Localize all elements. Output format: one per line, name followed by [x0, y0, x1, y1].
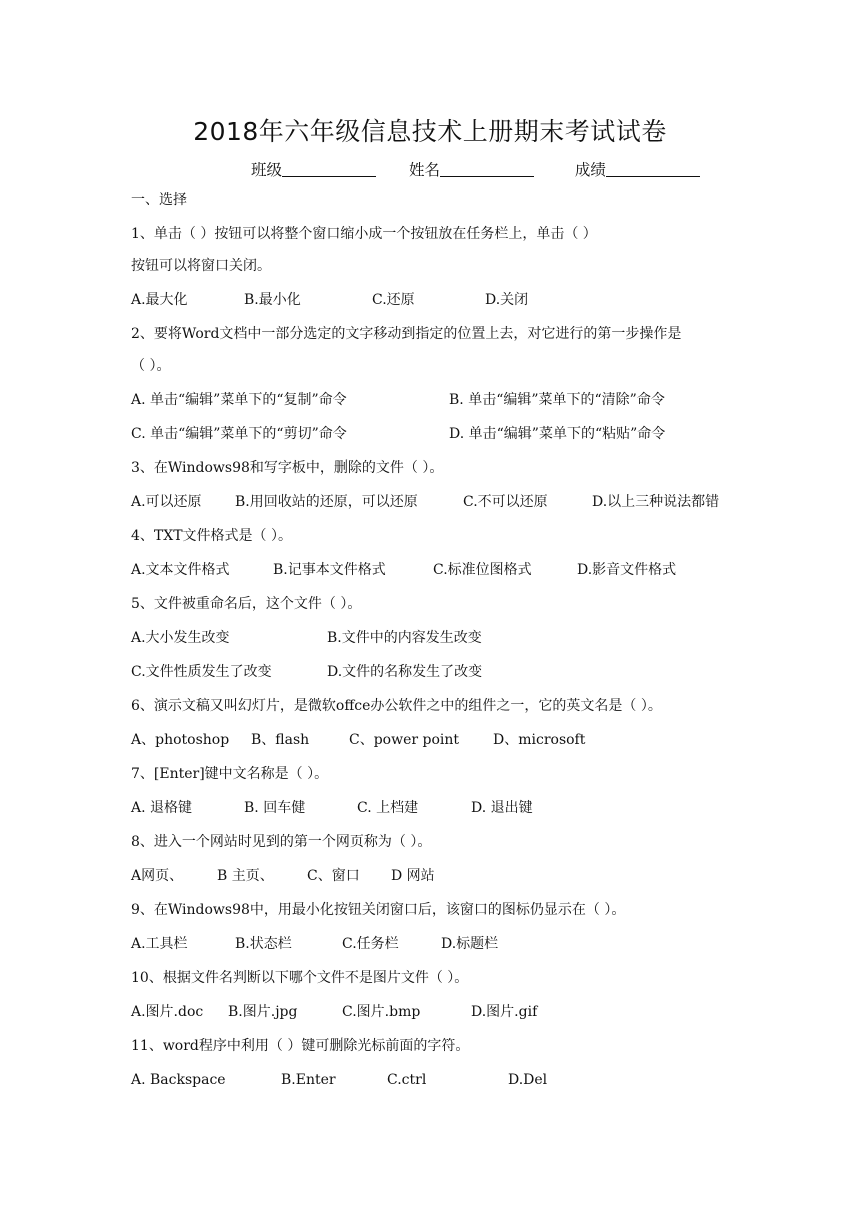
option-c[interactable]: C.还原	[372, 292, 415, 308]
option-a[interactable]: A. 退格键	[131, 800, 193, 816]
option-d[interactable]: D、microsoft	[493, 732, 586, 748]
option-b[interactable]: B.图片.jpg	[228, 1004, 298, 1020]
option-a[interactable]: A.大小发生改变	[131, 630, 230, 646]
question-2-options-cd	[131, 423, 731, 457]
class-field	[251, 158, 376, 180]
option-b[interactable]: B、flash	[251, 732, 310, 748]
option-a[interactable]: A. 单击“编辑”菜单下的“复制”命令	[131, 392, 347, 408]
option-d[interactable]: D.以上三种说法都错	[592, 494, 720, 510]
option-a[interactable]: A. Backspace	[131, 1072, 226, 1088]
option-b[interactable]: B.最小化	[244, 292, 301, 308]
question-7: 7、[Enter]键中文名称是（ ）。	[131, 766, 329, 782]
option-b[interactable]: B.文件中的内容发生改变	[327, 630, 482, 646]
score-blank	[606, 160, 700, 177]
option-d[interactable]: D.影音文件格式	[577, 562, 677, 578]
option-b[interactable]: B.用回收站的还原，可以还原	[235, 494, 418, 510]
question-2-options-ab	[131, 389, 731, 423]
option-d[interactable]: D.文件的名称发生了改变	[327, 664, 483, 680]
student-info	[251, 158, 700, 180]
question-4-options	[131, 559, 731, 593]
question-9-options	[131, 933, 731, 967]
question-3: 3、在Windows98和写字板中，删除的文件（ ）。	[131, 460, 444, 476]
option-a[interactable]: A网页、	[131, 868, 184, 884]
question-5-options-cd	[131, 661, 731, 695]
option-d[interactable]: D. 单击“编辑”菜单下的“粘贴”命令	[449, 426, 666, 442]
option-a[interactable]: A.图片.doc	[131, 1004, 204, 1020]
question-3-options	[131, 491, 731, 525]
question-5: 5、文件被重命名后，这个文件（ ）。	[131, 596, 362, 612]
option-a[interactable]: A.文本文件格式	[131, 562, 230, 578]
option-d[interactable]: D 网站	[391, 868, 435, 884]
question-list	[131, 189, 731, 1103]
option-c[interactable]: C.ctrl	[387, 1072, 427, 1088]
option-a[interactable]: A.最大化	[131, 292, 188, 308]
option-d[interactable]: D.标题栏	[441, 936, 499, 952]
option-a[interactable]: A.工具栏	[131, 936, 188, 952]
question-4: 4、TXT文件格式是（ ）。	[131, 528, 292, 544]
question-1-cont: 按钮可以将窗口关闭。	[131, 258, 271, 274]
question-2-cont: （ ）。	[131, 358, 171, 374]
question-5-options-ab	[131, 627, 731, 661]
option-c[interactable]: C.任务栏	[342, 936, 399, 952]
score-field	[575, 158, 700, 180]
option-c[interactable]: C.标准位图格式	[433, 562, 532, 578]
question-10-options	[131, 1001, 731, 1035]
name-blank	[440, 160, 534, 177]
name-label: 姓名	[408, 161, 440, 179]
option-c[interactable]: C、power point	[349, 732, 460, 748]
option-b[interactable]: B.状态栏	[235, 936, 292, 952]
option-a[interactable]: A、photoshop	[131, 732, 230, 748]
option-b[interactable]: B 主页、	[217, 868, 274, 884]
option-b[interactable]: B.Enter	[281, 1072, 336, 1088]
option-d[interactable]: D.图片.gif	[471, 1004, 538, 1020]
question-7-options	[131, 797, 731, 831]
class-label: 班级	[251, 161, 283, 179]
question-6-options	[131, 729, 731, 763]
option-a[interactable]: A.可以还原	[131, 494, 202, 510]
question-11: 11、word程序中利用（ ）键可删除光标前面的字符。	[131, 1038, 470, 1054]
question-9: 9、在Windows98中，用最小化按钮关闭窗口后，该窗口的图标仍显示在（ ）。	[131, 902, 626, 918]
question-1-options	[131, 289, 731, 323]
question-6: 6、演示文稿又叫幻灯片，是微软offce办公软件之中的组件之一，它的英文名是（ ）。	[131, 698, 662, 714]
question-1: 1、单击（ ）按钮可以将整个窗口缩小成一个按钮放在任务栏上，单击（ ）	[131, 226, 597, 242]
option-c[interactable]: C.文件性质发生了改变	[131, 664, 272, 680]
page-title: 2018年六年级信息技术上册期末考试试卷	[193, 117, 667, 146]
question-11-options	[131, 1069, 731, 1103]
question-8-options	[131, 865, 731, 899]
section-heading: 一、选择	[131, 192, 187, 208]
option-b[interactable]: B. 回车健	[244, 800, 306, 816]
option-b[interactable]: B. 单击“编辑”菜单下的“清除”命令	[449, 392, 665, 408]
option-d[interactable]: D. 退出键	[471, 800, 533, 816]
option-d[interactable]: D.Del	[508, 1072, 548, 1088]
question-10: 10、根据文件名判断以下哪个文件不是图片文件（ ）。	[131, 970, 469, 986]
option-b[interactable]: B.记事本文件格式	[273, 562, 386, 578]
score-label: 成绩	[574, 161, 606, 179]
option-c[interactable]: C. 上档建	[357, 800, 419, 816]
option-c[interactable]: C. 单击“编辑”菜单下的“剪切”命令	[131, 426, 347, 442]
option-c[interactable]: C.不可以还原	[463, 494, 548, 510]
option-d[interactable]: D.关闭	[485, 292, 529, 308]
class-blank	[282, 160, 376, 177]
question-8: 8、进入一个网站时见到的第一个网页称为（ ）。	[131, 834, 432, 850]
question-2: 2、要将Word文档中一部分选定的文字移动到指定的位置上去，对它进行的第一步操作是	[131, 326, 682, 342]
option-c[interactable]: C.图片.bmp	[342, 1004, 421, 1020]
option-c[interactable]: C、窗口	[307, 868, 360, 884]
name-field	[409, 158, 534, 180]
